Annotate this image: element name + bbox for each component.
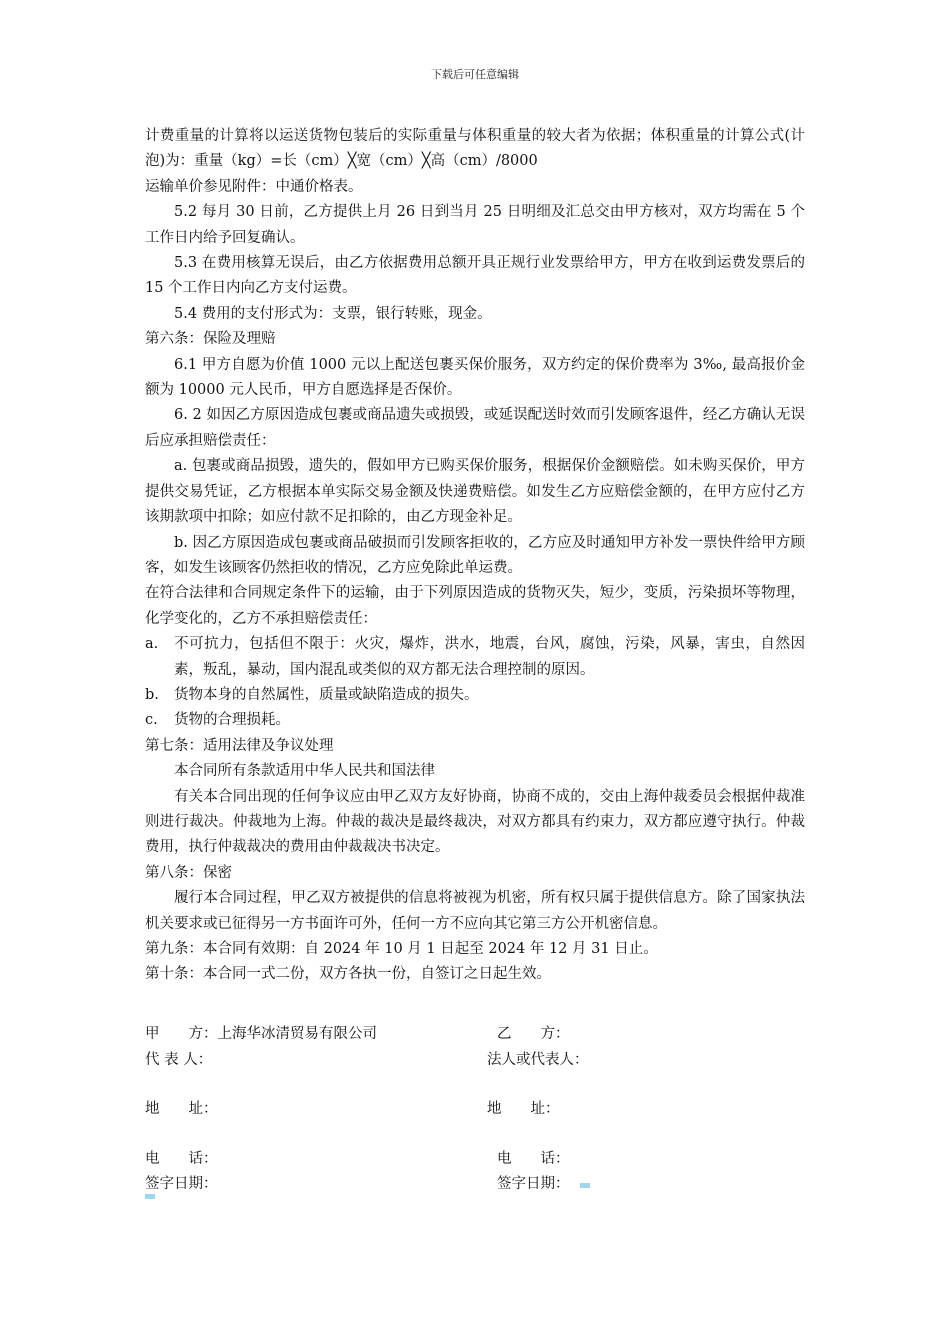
- field-marker: [145, 1194, 155, 1199]
- party-b-label: 乙 方：: [497, 1026, 570, 1042]
- clause-5-3: 5.3 在费用核算无误后，由乙方依据费用总额开具正规行业发票给甲方，甲方在收到运费发票后的 15 个工作日内向乙方支付运费。: [145, 255, 805, 297]
- list-item: [145, 632, 805, 683]
- contract-body: [145, 124, 805, 988]
- paragraph-volume-weight: 计费重量的计算将以运送货物包装后的实际重量与体积重量的较大者为依据；体积重量的计算公式(计泡)为：重量（kg）=长（cm）╳宽（cm）╳高（cm）/8000: [145, 128, 805, 170]
- list-marker: a.: [145, 636, 159, 653]
- list-marker: c.: [145, 712, 158, 729]
- list-marker: b.: [145, 686, 159, 703]
- address-b-label: 地 址：: [487, 1101, 560, 1117]
- list-item: [145, 708, 805, 733]
- field-marker: [580, 1183, 590, 1188]
- list-text: 货物的合理损耗。: [174, 712, 290, 729]
- article-7-arbitration: 有关本合同出现的任何争议应由甲乙双方友好协商，协商不成的，交由上海仲裁委员会根据仲裁准则进行裁决。仲裁地为上海。仲裁的裁决是最终裁决，对双方都具有约束力，双方都应遵守执行。仲裁费用，执行仲裁裁决的费用由仲裁裁决书决定。: [145, 788, 805, 856]
- exemption-intro: 在符合法律和合同规定条件下的运输，由于下列原因造成的货物灭失，短少，变质，污染损坏等物理，化学变化的，乙方不承担赔偿责任：: [145, 585, 805, 627]
- article-6-heading: 第六条：保险及理赔: [145, 331, 276, 348]
- list-text: 货物本身的自然属性，质量或缺陷造成的损失。: [174, 686, 479, 703]
- representative-label: 代 表 人：: [145, 1052, 213, 1068]
- paragraph-unit-price: 运输单价参见附件：中通价格表。: [145, 178, 363, 195]
- article-7-law: 本合同所有条款适用中华人民共和国法律: [174, 763, 435, 780]
- article-7-heading: 第七条：适用法律及争议处理: [145, 737, 334, 754]
- article-8-heading: 第八条：保密: [145, 864, 232, 881]
- clause-6-2-a: a. 包裹或商品损毁，遗失的，假如甲方已购买保价服务，根据保价金额赔偿。如未购买保价，甲方提供交易凭证，乙方根据本单实际交易金额及快递费赔偿。如发生乙方应赔偿金额的，在甲方应付乙方该期款项中扣除；如应付款不足扣除的，由乙方现金补足。: [145, 458, 805, 526]
- party-a-row: [145, 1022, 377, 1043]
- clause-6-1: 6.1 甲方自愿为价值 1000 元以上配送包裹买保价服务，双方约定的保价费率为 3‰, 最高报价金额为 10000 元人民币，甲方自愿选择是否保价。: [145, 356, 805, 399]
- list-text: 不可抗力，包括但不限于：火灾，爆炸，洪水，地震，台风，腐蚀，污染，风暴，害虫，自然因素，叛乱，暴动，国内混乱或类似的双方都无法合理控制的原因。: [174, 636, 805, 678]
- telephone-a-label: 电 话：: [145, 1151, 218, 1167]
- address-a-label: 地 址：: [145, 1101, 218, 1117]
- sign-date-b-label: 签字日期：: [497, 1176, 570, 1192]
- party-a-name: 上海华冰清贸易有限公司: [217, 1026, 377, 1042]
- clause-6-2-b: b. 因乙方原因造成包裹或商品破损而引发顾客拒收的，乙方应及时通知甲方补发一票快件给甲方顾客，如发生该顾客仍然拒收的情况，乙方应免除此单运费。: [145, 534, 805, 576]
- list-item: [145, 683, 805, 708]
- legal-representative-label: 法人或代表人：: [487, 1052, 589, 1068]
- clause-5-2: 5.2 每月 30 日前，乙方提供上月 26 日到当月 25 日明细及汇总交由甲方核对，双方均需在 5 个工作日内给予回复确认。: [145, 204, 805, 246]
- sign-date-a-label: 签字日期：: [145, 1176, 218, 1192]
- clause-6-2: 6. 2 如因乙方原因造成包裹或商品遗失或损毁，或延误配送时效而引发顾客退件，经乙方确认无误后应承担赔偿责任：: [145, 407, 805, 449]
- party-a-label: 甲 方：: [145, 1026, 218, 1042]
- article-10-copies: 第十条：本合同一式二份，双方各执一份，自签订之日起生效。: [145, 966, 551, 983]
- article-8-confidentiality: 履行本合同过程，甲乙双方被提供的信息将被视为机密，所有权只属于提供信息方。除了国家执法机关要求或已征得另一方书面许可外，任何一方不应向其它第三方公开机密信息。: [145, 890, 805, 932]
- page-header: 下载后可任意编辑: [431, 68, 519, 81]
- article-9-term: 第九条：本合同有效期：自 2024 年 10 月 1 日起至 2024 年 12 月 31 日止。: [145, 941, 658, 957]
- clause-5-4: 5.4 费用的支付形式为：支票，银行转账，现金。: [174, 305, 492, 322]
- telephone-b-label: 电 话：: [497, 1151, 570, 1167]
